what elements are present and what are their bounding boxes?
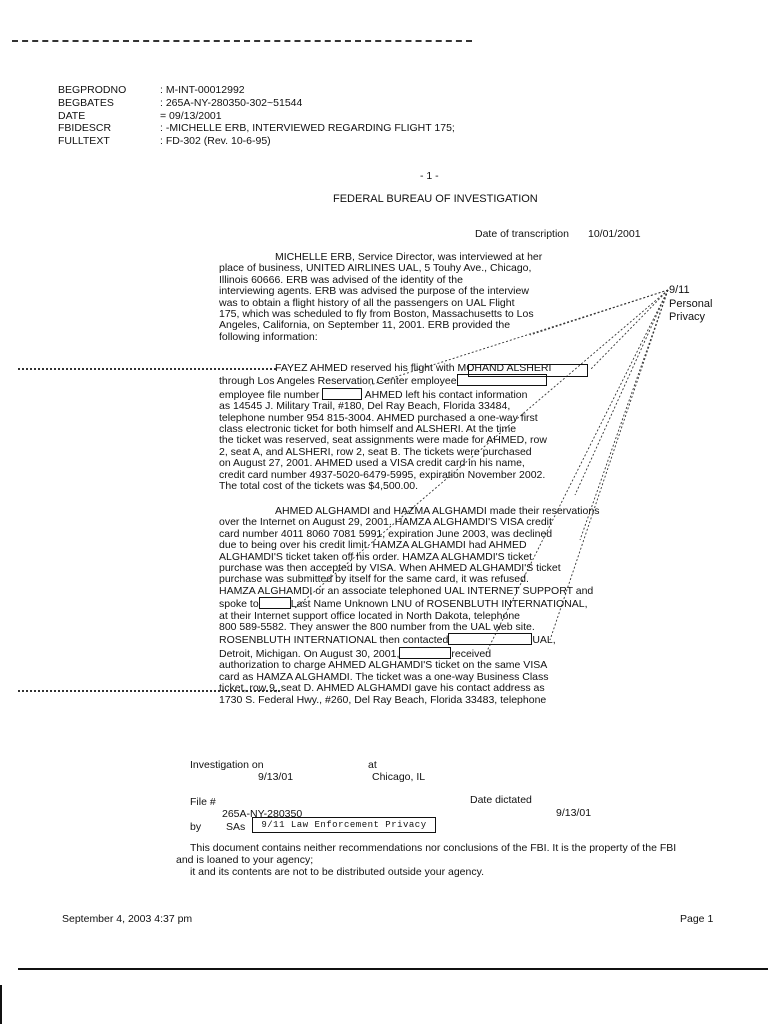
p3-text: spoke to	[219, 598, 259, 611]
p3-text: received	[451, 647, 492, 660]
date-dictated-value: 9/13/01	[556, 807, 592, 819]
p2-line: 2, seat A, and ALSHERI, row 2, seat B. The tickets were purchased	[219, 445, 532, 458]
p2-name-fayez: FAYEZ AHMED reserved his flight with	[275, 362, 458, 374]
meta-key-begbates: BEGBATES	[58, 97, 114, 109]
redaction-box	[399, 647, 451, 659]
notice-line-2: and is loaned to your agency;	[176, 854, 314, 866]
meta-key-fbidescr: FBIDESCR	[58, 122, 112, 134]
p1-line: was to obtain a flight history of all the passengers on UAL Flight	[219, 296, 515, 309]
meta-key-fulltext: FULLTEXT	[58, 135, 110, 147]
p3-line	[219, 647, 619, 660]
meta-value-begprodno: : M-INT-00012992	[160, 84, 245, 96]
meta-key-begprodno: BEGPRODNO	[58, 84, 127, 96]
file-value: 265A-NY-280350	[222, 808, 303, 820]
redaction-box	[322, 388, 362, 400]
p2-name-alsheri: MOHAND ALSHERI	[457, 362, 552, 374]
p3-line: authorization to charge AHMED ALGHAMDI'S ticket on the same VISA	[219, 659, 548, 672]
p3-text: ROSENBLUTH INTERNATIONAL then contacted	[219, 634, 449, 647]
p3-line: at their Internet support office located in North Dakota, telephone	[219, 609, 520, 622]
at-label: at	[368, 759, 377, 771]
p2-line: on August 27, 2001. AHMED used a VISA credit card in his name,	[219, 457, 525, 470]
p2-text: through Los Angeles Reservation Center employee	[219, 375, 457, 388]
p1-line: interviewing agents. ERB was advised the purpose of the interview	[219, 285, 529, 298]
privacy-box-text: 9/11 Law Enforcement Privacy	[261, 820, 427, 830]
p2-line: credit card number 4937-5020-6479-5995, expiration November 2002.	[219, 468, 546, 481]
p3-text: Detroit, Michigan. On August 30, 2001,	[219, 647, 400, 660]
page-marker: - 1 -	[420, 170, 439, 182]
meta-value-fulltext: : FD-302 (Rev. 10-6-95)	[160, 135, 271, 147]
scan-artifact-left-2	[18, 690, 280, 692]
side-note-line-1: 9/11	[669, 284, 690, 296]
p3-text: Last Name Unknown LNU of ROSENBLUTH INTERNATIONAL,	[290, 598, 588, 611]
investigation-on-label: Investigation on	[190, 759, 264, 771]
p2-line: telephone number 954 815-3004. AHMED purchased a one-way first	[219, 411, 538, 424]
side-note-line-3: Privacy	[669, 311, 706, 323]
bottom-rule	[18, 968, 768, 970]
p2-text: employee file number	[219, 388, 323, 401]
transcription-date: 10/01/2001	[588, 228, 641, 240]
p1-line: Illinois 60666. ERB was advised of the identity of the	[219, 273, 463, 286]
meta-value-date: = 09/13/2001	[160, 110, 222, 122]
p2-line: as 14545 J. Military Trail, #180, Del Ray Beach, Florida 33484,	[219, 400, 511, 413]
p3-text: UAL,	[532, 634, 556, 647]
agency-title: FEDERAL BUREAU OF INVESTIGATION	[333, 193, 538, 205]
p3-line	[219, 597, 619, 610]
at-value: Chicago, IL	[372, 771, 426, 783]
paragraph-1	[219, 252, 619, 343]
investigation-on-value: 9/13/01	[258, 771, 294, 783]
file-label: File #	[190, 796, 216, 808]
redaction-box	[448, 633, 532, 645]
p1-line: MICHELLE ERB, Service Director, was interviewed at her	[275, 251, 543, 263]
privacy-redaction-box	[252, 817, 436, 833]
p3-line: 800 589-5582. They answer the 800 number from the UAL web site.	[219, 621, 535, 634]
meta-value-begbates: : 265A-NY-280350-302~51544	[160, 97, 303, 109]
p3-line: ticket, row 9, seat D. AHMED ALGHAMDI gave his contact address as	[219, 682, 545, 695]
p3-line: purchase was then accepted by VISA. When AHMED ALGHAMDI'S ticket	[219, 562, 561, 575]
p1-line: Angeles, California, on September 11, 2001. ERB provided the	[219, 319, 511, 332]
p2-line: The total cost of the tickets was $4,500.00.	[219, 480, 419, 493]
side-note-line-2: Personal	[669, 297, 713, 310]
by-label: by	[190, 821, 202, 833]
p2-line: class electronic ticket for both himself and ALSHERI. At the time	[219, 423, 517, 436]
p2-text: AHMED left his contact information	[362, 388, 528, 401]
page-number: Page 1	[680, 913, 714, 925]
p3-line	[219, 633, 619, 646]
p3-line: AHMED ALGHAMDI and HAZMA ALGHAMDI made their reservations	[275, 505, 600, 517]
meta-value-fbidescr: : -MICHELLE ERB, INTERVIEWED REGARDING FLIGHT 175;	[160, 122, 455, 134]
p3-line: over the Internet on August 29, 2001. HAMZA ALGHAMDI'S VISA credit	[219, 516, 552, 529]
notice-line-3: it and its contents are not to be distributed outside your agency.	[190, 866, 484, 878]
notice-line-1: This document contains neither recommendations nor conclusions of the FBI. It is the property of the FBI	[190, 842, 677, 854]
p1-line: 175, which was scheduled to fly from Boston, Massachusetts to Los	[219, 308, 534, 321]
p3-line: ALGHAMDI'S ticket taken off his order. HAMZA ALGHAMDI'S ticket	[219, 550, 533, 563]
left-edge-artifact	[0, 985, 2, 1024]
p1-line: following information:	[219, 330, 318, 343]
sas-label: SAs	[226, 821, 246, 833]
p2-line: the ticket was reserved, seat assignments were made for AHMED, row	[219, 434, 547, 447]
p3-line: HAMZA ALGHAMDI or an associate telephoned UAL INTERNET SUPPORT and	[219, 584, 594, 597]
p2-line	[219, 388, 619, 401]
p3-line: card number 4011 8060 7081 5991, expiration June 2003, was declined	[219, 527, 553, 540]
date-dictated-label: Date dictated	[470, 794, 532, 806]
print-timestamp: September 4, 2003 4:37 pm	[62, 913, 193, 925]
p3-line: 1730 S. Federal Hwy., #260, Del Ray Beach, Florida 33483, telephone	[219, 693, 547, 706]
p1-line: place of business, UNITED AIRLINES UAL, 5 Touhy Ave., Chicago,	[219, 262, 532, 275]
p3-line: card as HAMZA ALGHAMDI. The ticket was a one-way Business Class	[219, 670, 549, 683]
redaction-box	[259, 597, 291, 609]
transcription-label: Date of transcription	[475, 228, 569, 240]
paragraph-3	[219, 506, 619, 706]
meta-key-date: DATE	[58, 110, 86, 122]
redaction-box-name	[468, 364, 588, 377]
p3-line: due to being over his credit limit. HAMZA ALGHAMDI had AHMED	[219, 539, 527, 552]
p3-line: purchase was submitted by itself for the same card, it was refused.	[219, 573, 529, 586]
paragraph-2	[219, 363, 619, 492]
